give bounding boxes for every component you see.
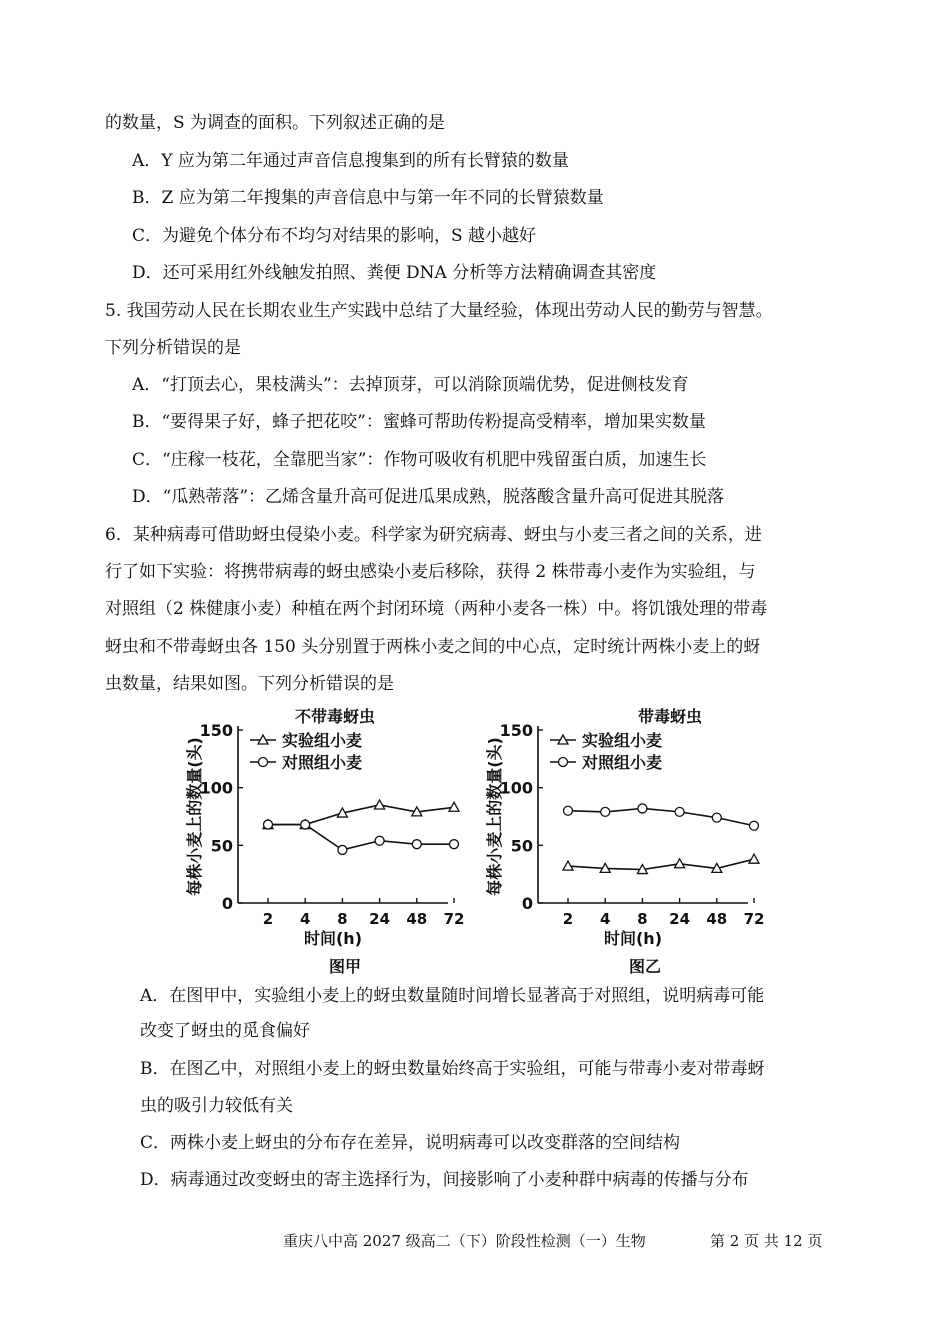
x-tick-label: 24 xyxy=(369,910,391,928)
legend-marker-circle xyxy=(259,758,268,767)
data-point-circle xyxy=(450,840,459,849)
series-line-experimental xyxy=(268,805,454,825)
q4-option-a: A．Y 应为第二年通过声音信息搜集到的所有长臂猿的数量 xyxy=(132,151,569,171)
q4-option-c: C．为避免个体分布不均匀对结果的影响，S 越小越好 xyxy=(132,226,537,246)
x-tick-label: 4 xyxy=(599,910,611,928)
q6-option-d: D．病毒通过改变蚜虫的寄主选择行为，间接影响了小麦种群中病毒的传播与分布 xyxy=(140,1170,749,1190)
q5-option-b: B．“要得果子好，蜂子把花咬”：蜜蜂可帮助传粉提高受精率，增加果实数量 xyxy=(132,412,706,432)
legend-label: 实验组小麦 xyxy=(582,731,663,750)
q5-option-c: C．“庄稼一枝花，全靠肥当家”：作物可吸收有机肥中残留蛋白质，加速生长 xyxy=(132,450,707,470)
y-tick-label: 100 xyxy=(499,778,533,798)
x-tick-label: 72 xyxy=(443,910,465,928)
y-tick-label: 150 xyxy=(199,721,233,740)
data-point-circle xyxy=(638,804,647,813)
q6-stem-line1: 6．某种病毒可借助蚜虫侵染小麦。科学家为研究病毒、蚜虫与小麦三者之间的关系，进 xyxy=(105,525,762,545)
y-tick-label: 100 xyxy=(199,778,233,798)
x-axis-label: 时间(h) xyxy=(303,929,363,948)
x-tick-label: 24 xyxy=(669,910,691,928)
legend-label: 对照组小麦 xyxy=(582,753,663,772)
chart-figure-jia xyxy=(170,700,465,980)
x-tick-label: 8 xyxy=(337,910,348,928)
series-line-experimental xyxy=(568,859,754,869)
y-tick-label: 0 xyxy=(521,894,533,913)
q6-option-c: C．两株小麦上蚜虫的分布存在差异，说明病毒可以改变群落的空间结构 xyxy=(140,1133,681,1153)
x-tick-label: 48 xyxy=(406,910,428,928)
y-tick-label: 50 xyxy=(510,836,533,856)
x-tick-label: 72 xyxy=(743,910,765,928)
data-point-circle xyxy=(412,840,421,849)
legend-marker-circle xyxy=(559,758,568,767)
y-axis-label: 每株小麦上的数量(头) xyxy=(485,737,504,896)
x-tick-label: 4 xyxy=(299,910,311,928)
x-tick-label: 2 xyxy=(262,910,274,928)
data-point-circle xyxy=(675,807,684,816)
q6-option-a-line2: 改变了蚜虫的觅食偏好 xyxy=(140,1021,310,1041)
q6-option-b-line2: 虫的吸引力较低有关 xyxy=(140,1096,293,1116)
q5-option-a: A．“打顶去心，果枝满头”：去掉顶芽，可以消除顶端优势，促进侧枝发育 xyxy=(132,375,689,395)
chart-title: 带毒蚜虫 xyxy=(637,707,703,726)
x-tick-label: 2 xyxy=(562,910,574,928)
q5-option-d: D．“瓜熟蒂落”：乙烯含量升高可促进瓜果成熟，脱落酸含量升高可促进其脱落 xyxy=(132,487,725,507)
data-point-triangle xyxy=(749,854,759,863)
series-line-control xyxy=(268,825,454,850)
data-point-circle xyxy=(264,820,273,829)
q5-stem-line1: 5. 我国劳动人民在长期农业生产实践中总结了大量经验，体现出劳动人民的勤劳与智慧。 xyxy=(105,301,773,321)
chart-caption: 图甲 xyxy=(328,957,362,976)
q4-stem-tail: 的数量，S 为调查的面积。下列叙述正确的是 xyxy=(105,113,446,133)
q4-option-d: D．还可采用红外线触发拍照、粪便 DNA 分析等方法精确调查其密度 xyxy=(132,263,657,283)
y-tick-label: 0 xyxy=(221,894,233,913)
data-point-triangle xyxy=(675,859,685,868)
x-tick-label: 48 xyxy=(706,910,728,928)
y-axis-label: 每株小麦上的数量(头) xyxy=(185,737,204,896)
x-axis-label: 时间(h) xyxy=(603,929,663,948)
data-point-circle xyxy=(338,845,347,854)
series-line-control xyxy=(568,808,754,825)
chart-figure-yi xyxy=(470,700,765,980)
data-point-circle xyxy=(564,806,573,815)
y-tick-label: 150 xyxy=(499,721,533,740)
legend-label: 实验组小麦 xyxy=(282,731,363,750)
chart-caption: 图乙 xyxy=(628,957,662,976)
footer-title: 重庆八中高 2027 级高二（下）阶段性检测（一）生物 xyxy=(283,1232,646,1250)
legend-label: 对照组小麦 xyxy=(282,753,363,772)
q6-stem-line4: 蚜虫和不带毒蚜虫各 150 头分别置于两株小麦之间的中心点，定时统计两株小麦上的蚜 xyxy=(105,637,761,657)
y-tick-label: 50 xyxy=(210,836,233,856)
q6-stem-line5: 虫数量，结果如图。下列分析错误的是 xyxy=(105,674,394,694)
q6-stem-line2: 行了如下实验：将携带病毒的蚜虫感染小麦后移除，获得 2 株带毒小麦作为实验组，与 xyxy=(105,562,756,582)
chart-title: 不带毒蚜虫 xyxy=(294,707,376,726)
data-point-circle xyxy=(712,813,721,822)
data-point-circle xyxy=(601,807,610,816)
data-point-circle xyxy=(301,820,310,829)
q6-option-a-line1: A．在图甲中，实验组小麦上的蚜虫数量随时间增长显著高于对照组，说明病毒可能 xyxy=(140,986,765,1006)
x-tick-label: 8 xyxy=(637,910,648,928)
q6-option-b-line1: B．在图乙中，对照组小麦上的蚜虫数量始终高于实验组，可能与带毒小麦对带毒蚜 xyxy=(140,1059,765,1079)
q4-option-b: B．Z 应为第二年搜集的声音信息中与第一年不同的长臂猿数量 xyxy=(132,188,604,208)
q5-stem-line2: 下列分析错误的是 xyxy=(105,338,241,358)
q6-stem-line3: 对照组（2 株健康小麦）种植在两个封闭环境（两种小麦各一株）中。将饥饿处理的带毒 xyxy=(105,599,768,619)
data-point-circle xyxy=(750,821,759,830)
data-point-triangle xyxy=(449,802,459,811)
data-point-triangle xyxy=(375,800,385,809)
footer-page-number: 第 2 页 共 12 页 xyxy=(710,1232,823,1250)
data-point-circle xyxy=(375,836,384,845)
